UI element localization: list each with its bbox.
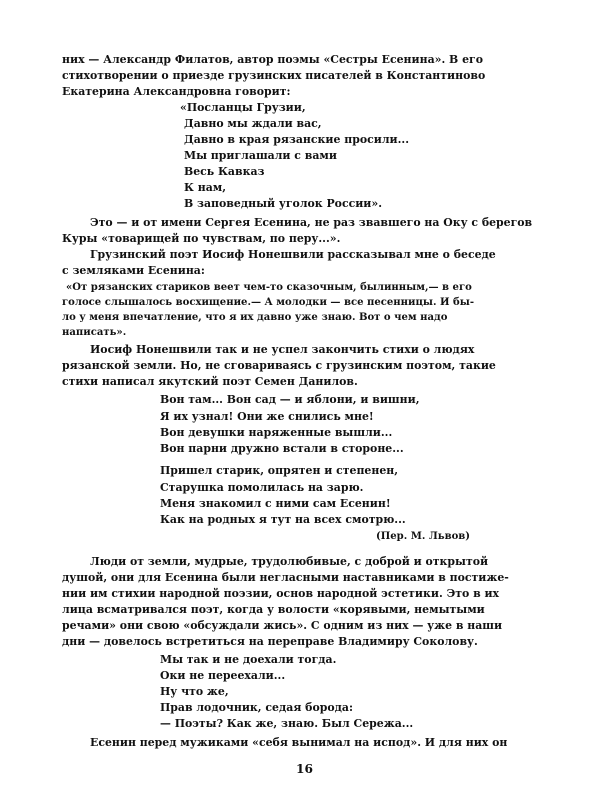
- text-line: Куры «товарищей по чувствам, по перу...».: [62, 231, 341, 245]
- poem-line: Оки не переехали...: [160, 669, 286, 683]
- poem-line: Прав лодочник, седая борода:: [160, 701, 353, 715]
- quote-line: голосе слышалось восхищение.— А молодки — все песенницы. И бы-: [62, 296, 474, 308]
- poem-line: — Поэты? Как же, знаю. Был Сережа...: [160, 717, 414, 731]
- text-line: Это — и от имени Сергея Есенина, не раз звавшего на Оку с берегов: [90, 215, 533, 229]
- text-line: рязанской земли. Но, не сговариваясь с грузинским поэтом, такие: [62, 359, 496, 373]
- text-line: нии им стихии народной поэзии, основ народной эстетики. Это в их: [62, 586, 500, 600]
- poem-line: Вон парни дружно встали в стороне...: [160, 441, 404, 455]
- text-line: с земляками Есенина:: [62, 263, 205, 277]
- page-number: 16: [296, 762, 313, 776]
- poem-line: Старушка помолилась на зарю.: [160, 480, 364, 494]
- text-line: них — Александр Филатов, автор поэмы «Сестры Есенина». В его: [62, 53, 483, 66]
- poem-line: Как на родных я тут на всех смотрю...: [160, 512, 406, 526]
- poem-line: Давно в края рязанские просили...: [184, 133, 410, 147]
- poem-line: В заповедный уголок России».: [184, 197, 383, 211]
- text-line: душой, они для Есенина были негласными наставниками в постиже-: [62, 570, 509, 584]
- poem-line: Вон там... Вон сад — и яблони, и вишни,: [160, 393, 420, 407]
- poem-line: «Посланцы Грузии,: [180, 101, 306, 115]
- quote-line: написать».: [62, 327, 127, 339]
- translator-credit: (Пер. М. Львов): [376, 531, 471, 543]
- text-line: Есенин перед мужиками «себя вынимал на испод». И для них он: [90, 736, 508, 750]
- poem-line: Меня знакомил с ними сам Есенин!: [160, 496, 391, 510]
- poem-line: Весь Кавказ: [184, 165, 265, 179]
- text-line: стихотворении о приезде грузинских писателей в Константиново: [62, 69, 486, 83]
- poem-line: Мы так и не доехали тогда.: [160, 653, 337, 667]
- text-line: дни — довелось встретиться на переправе Владимиру Соколову.: [62, 634, 478, 648]
- text-line: стихи написал якутский поэт Семен Данилов.: [62, 375, 358, 389]
- quote-line: ло у меня впечатление, что я их давно уже знаю. Вот о чем надо: [62, 312, 448, 324]
- text-line: речами» они свою «обсуждали жись». С одним из них — уже в наши: [62, 618, 503, 632]
- text-line: Иосиф Нонешвили так и не успел закончить стихи о людях: [90, 343, 475, 357]
- poem-line: Я их узнал! Они же снились мне!: [160, 409, 374, 423]
- poem-line: Давно мы ждали вас,: [184, 117, 322, 131]
- text-line: Грузинский поэт Иосиф Нонешвили рассказывал мне о беседе: [90, 247, 496, 261]
- text-line: лица всматривался поэт, когда у волости «корявыми, немытыми: [62, 602, 485, 616]
- poem-line: Ну что же,: [160, 685, 229, 699]
- poem-line: Пришел старик, опрятен и степенен,: [160, 464, 399, 478]
- poem-line: Вон девушки наряженные вышли...: [160, 425, 393, 439]
- poem-line: К нам,: [184, 181, 227, 195]
- quote-line: «От рязанских стариков веет чем-то сказочным, былинным,— в его: [66, 281, 472, 293]
- text-line: Екатерина Александровна говорит:: [62, 85, 291, 99]
- poem-line: Мы приглашали с вами: [184, 149, 337, 163]
- text-line: Люди от земли, мудрые, трудолюбивые, с доброй и открытой: [90, 554, 489, 568]
